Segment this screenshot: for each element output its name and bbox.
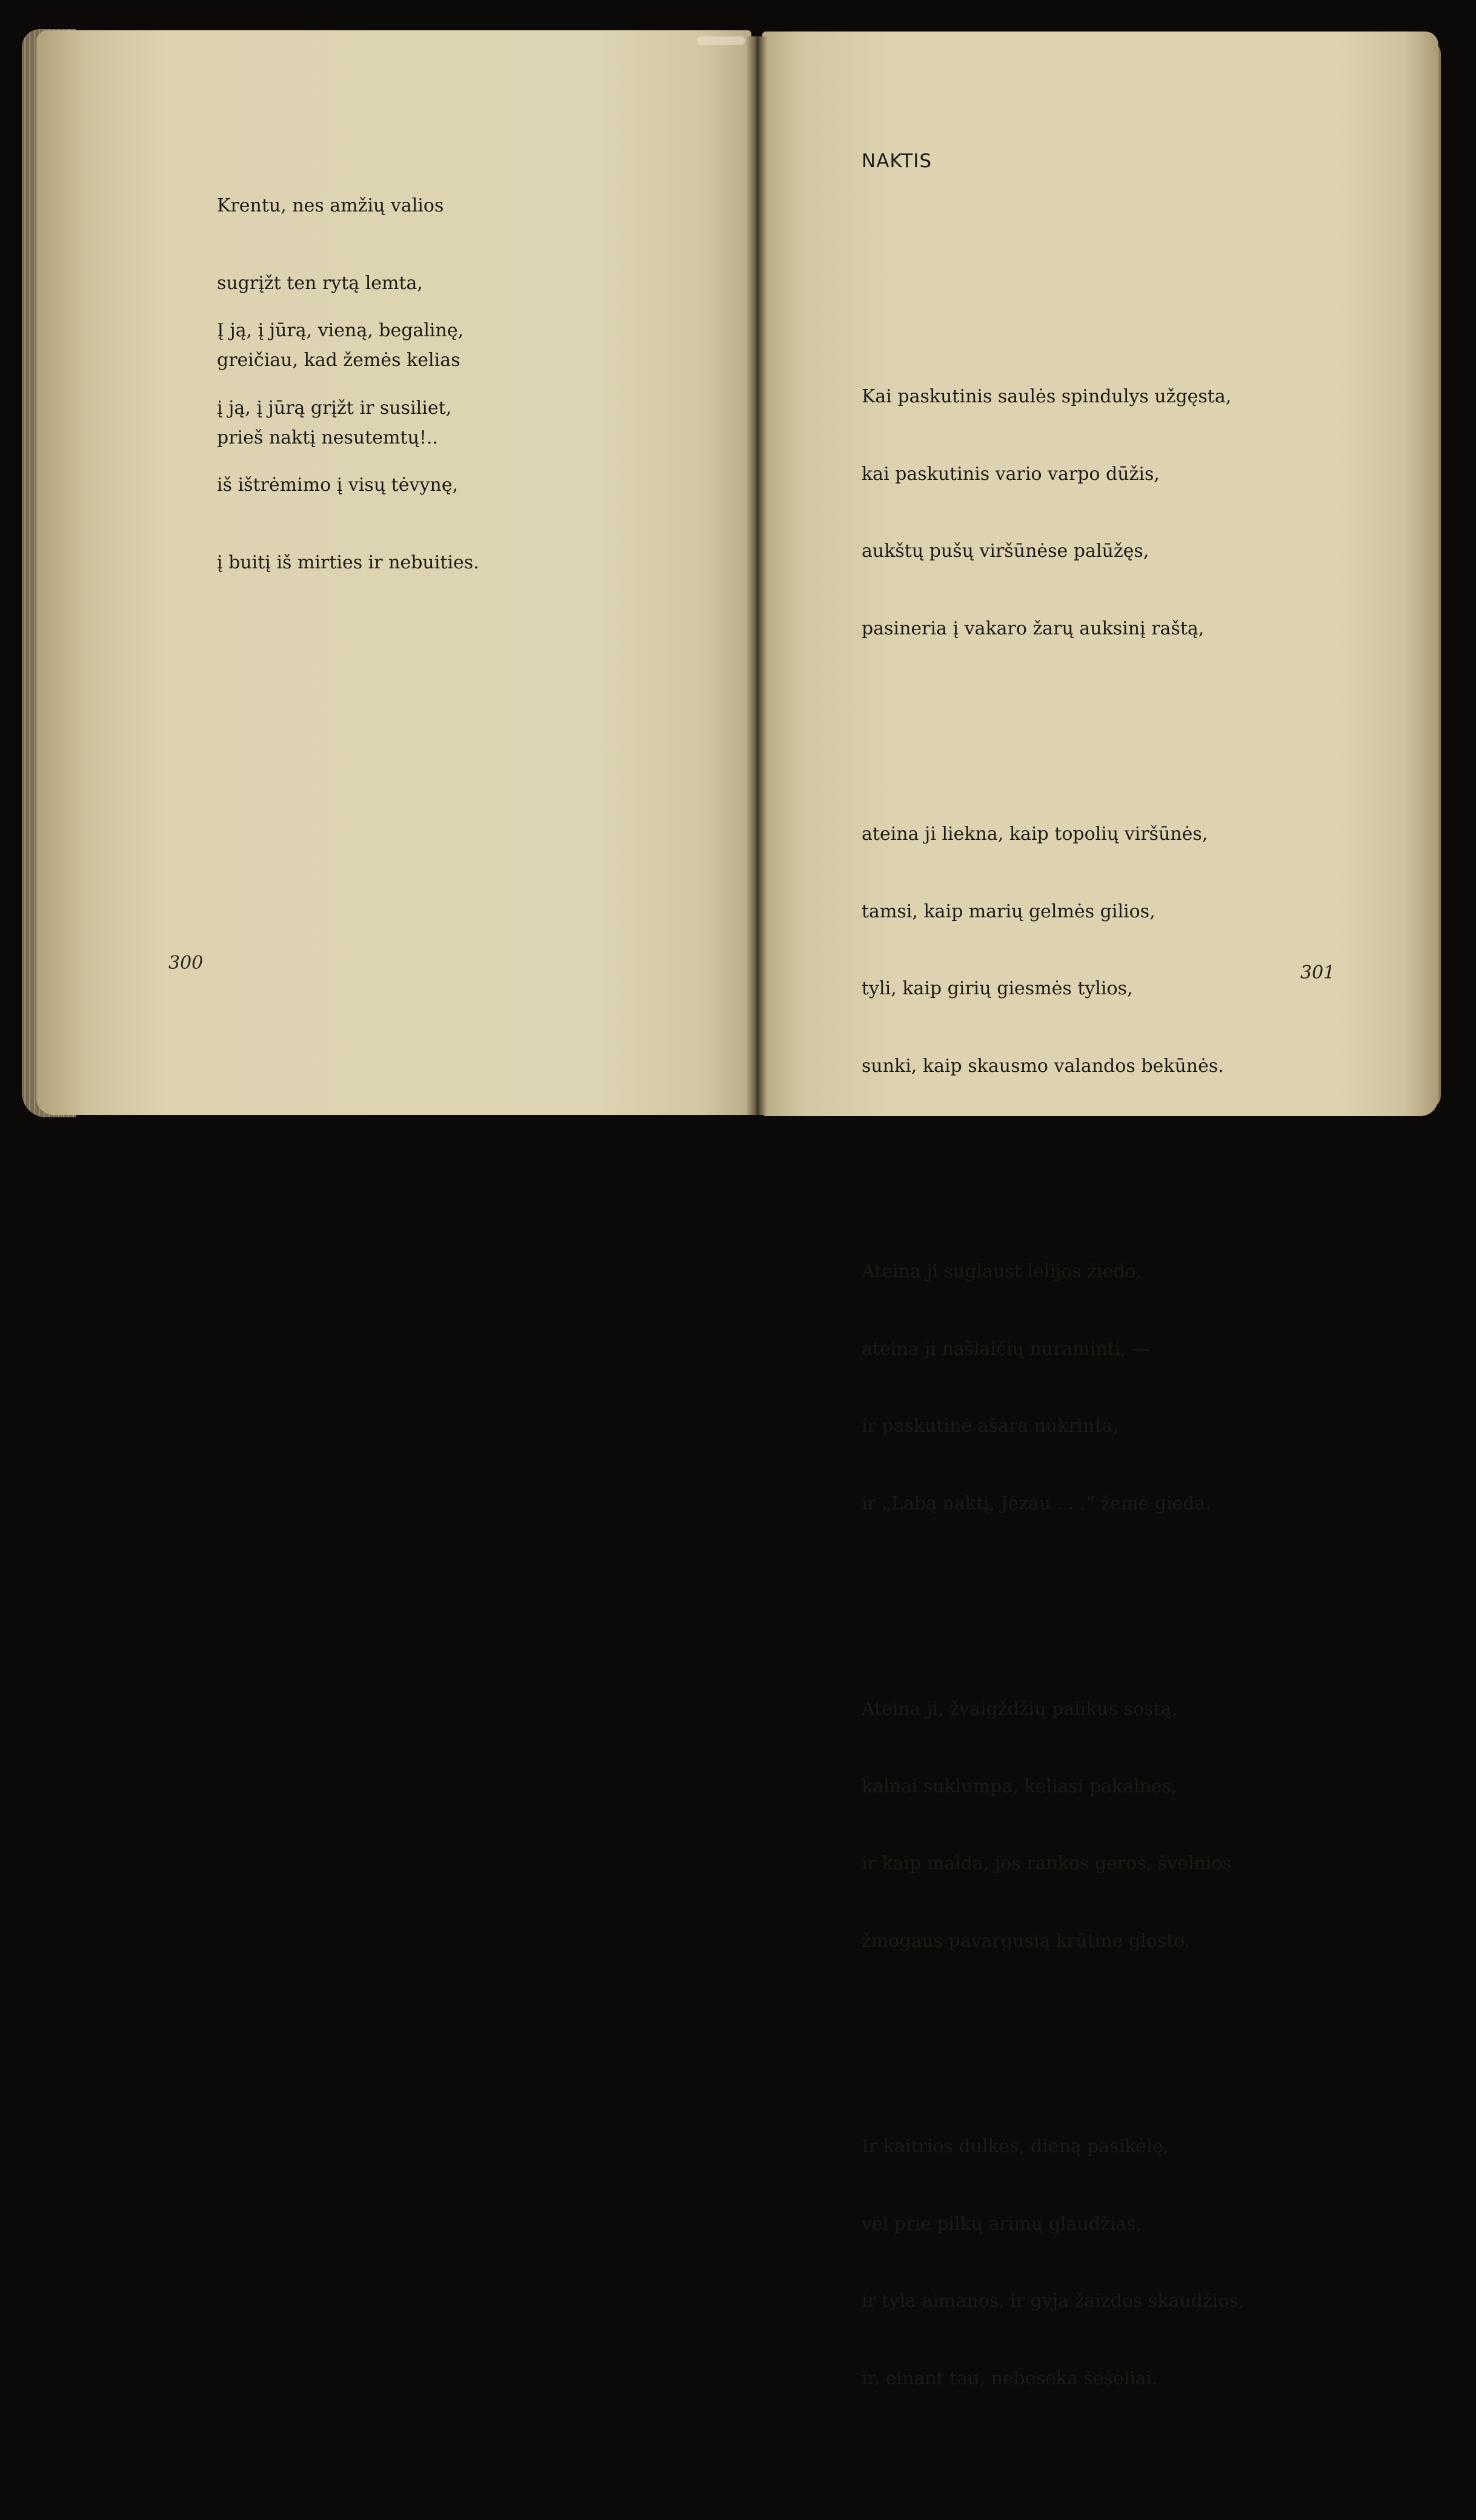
- verse-line: ateina ji liekna, kaip topolių viršūnės,: [862, 823, 1208, 845]
- stanza-5: [862, 2083, 1244, 2443]
- torn-paper-edge: [697, 36, 745, 45]
- verse-line: Ir kaitrios dulkės, dieną pasikėlę,: [862, 2136, 1169, 2157]
- verse-line: ir paskutinė ašara nukrinta,: [862, 1415, 1119, 1437]
- verse-line: sunki, kaip skausmo valandos bekūnės.: [862, 1055, 1224, 1077]
- stanza-3: [862, 1208, 1244, 1568]
- verse-line: ir, einant tau, nebeseka šešėliai.: [862, 2367, 1158, 2389]
- verse-line: prieš naktį nesutemtų!..: [217, 427, 438, 448]
- verse-line: žmogaus pavargusią krūtinę glosto.: [862, 1930, 1191, 1952]
- verse-line: Į ją, į jūrą, vieną, begalinę,: [217, 320, 464, 341]
- stanza-2: [862, 770, 1244, 1131]
- verse-line: ir kaip malda, jos rankos geros, švelnios: [862, 1853, 1232, 1874]
- poem-title: NAKTIS: [862, 150, 932, 172]
- verse-line: iš ištrėmimo į visų tėvynę,: [217, 474, 458, 496]
- verse-line: sugrįžt ten rytą lemta,: [217, 272, 423, 294]
- page-number-left: 300: [168, 952, 204, 974]
- book-gutter: [746, 36, 767, 1115]
- verse-line: pasineria į vakaro žarų auksinį raštą,: [862, 617, 1205, 639]
- poem-body: [862, 281, 1244, 2520]
- verse-line: ateina ji našlaičių nuraminti, —: [862, 1338, 1151, 1360]
- verse-line: greičiau, kad žemės kelias: [217, 350, 460, 371]
- verse-line: Kai paskutinis saulės spindulys užgęsta,: [862, 386, 1232, 407]
- verse-line: aukštų pušų viršūnėse palūžęs,: [862, 540, 1149, 562]
- verse-line: tyli, kaip girių giesmės tylios,: [862, 978, 1133, 999]
- verse-line: kai paskutinis vario varpo dūžis,: [862, 463, 1160, 485]
- stanza-1: [862, 333, 1244, 693]
- verse-line: Ateina ji, žvaigždžių palikus sostą,: [862, 1698, 1178, 1720]
- verse-line: į ją, į jūrą grįžt ir susiliet,: [217, 397, 452, 419]
- verse-line: ir tyla aimanos, ir gyja žaizdos skaudžios,: [862, 2290, 1245, 2312]
- verse-line: kalnai suklumpa, keliasi pakalnės,: [862, 1775, 1177, 1797]
- verse-line: į buitį iš mirties ir nebuities.: [217, 551, 479, 573]
- verse-line: ir „Labą naktį, Jėzau . . .“ žemė gieda.: [862, 1492, 1211, 1514]
- page-number-right: 301: [1300, 962, 1335, 983]
- left-stanza-2: [217, 267, 479, 627]
- verse-line: Ateina ji suglaust lelijos žiedo,: [862, 1261, 1142, 1282]
- verse-line: tamsi, kaip marių gelmės gilios,: [862, 900, 1155, 922]
- stanza-4: [862, 1645, 1244, 2006]
- verse-line: Krentu, nes amžių valios: [217, 195, 444, 216]
- verse-line: vėl prie pilkų arimų glaudžias,: [862, 2213, 1142, 2235]
